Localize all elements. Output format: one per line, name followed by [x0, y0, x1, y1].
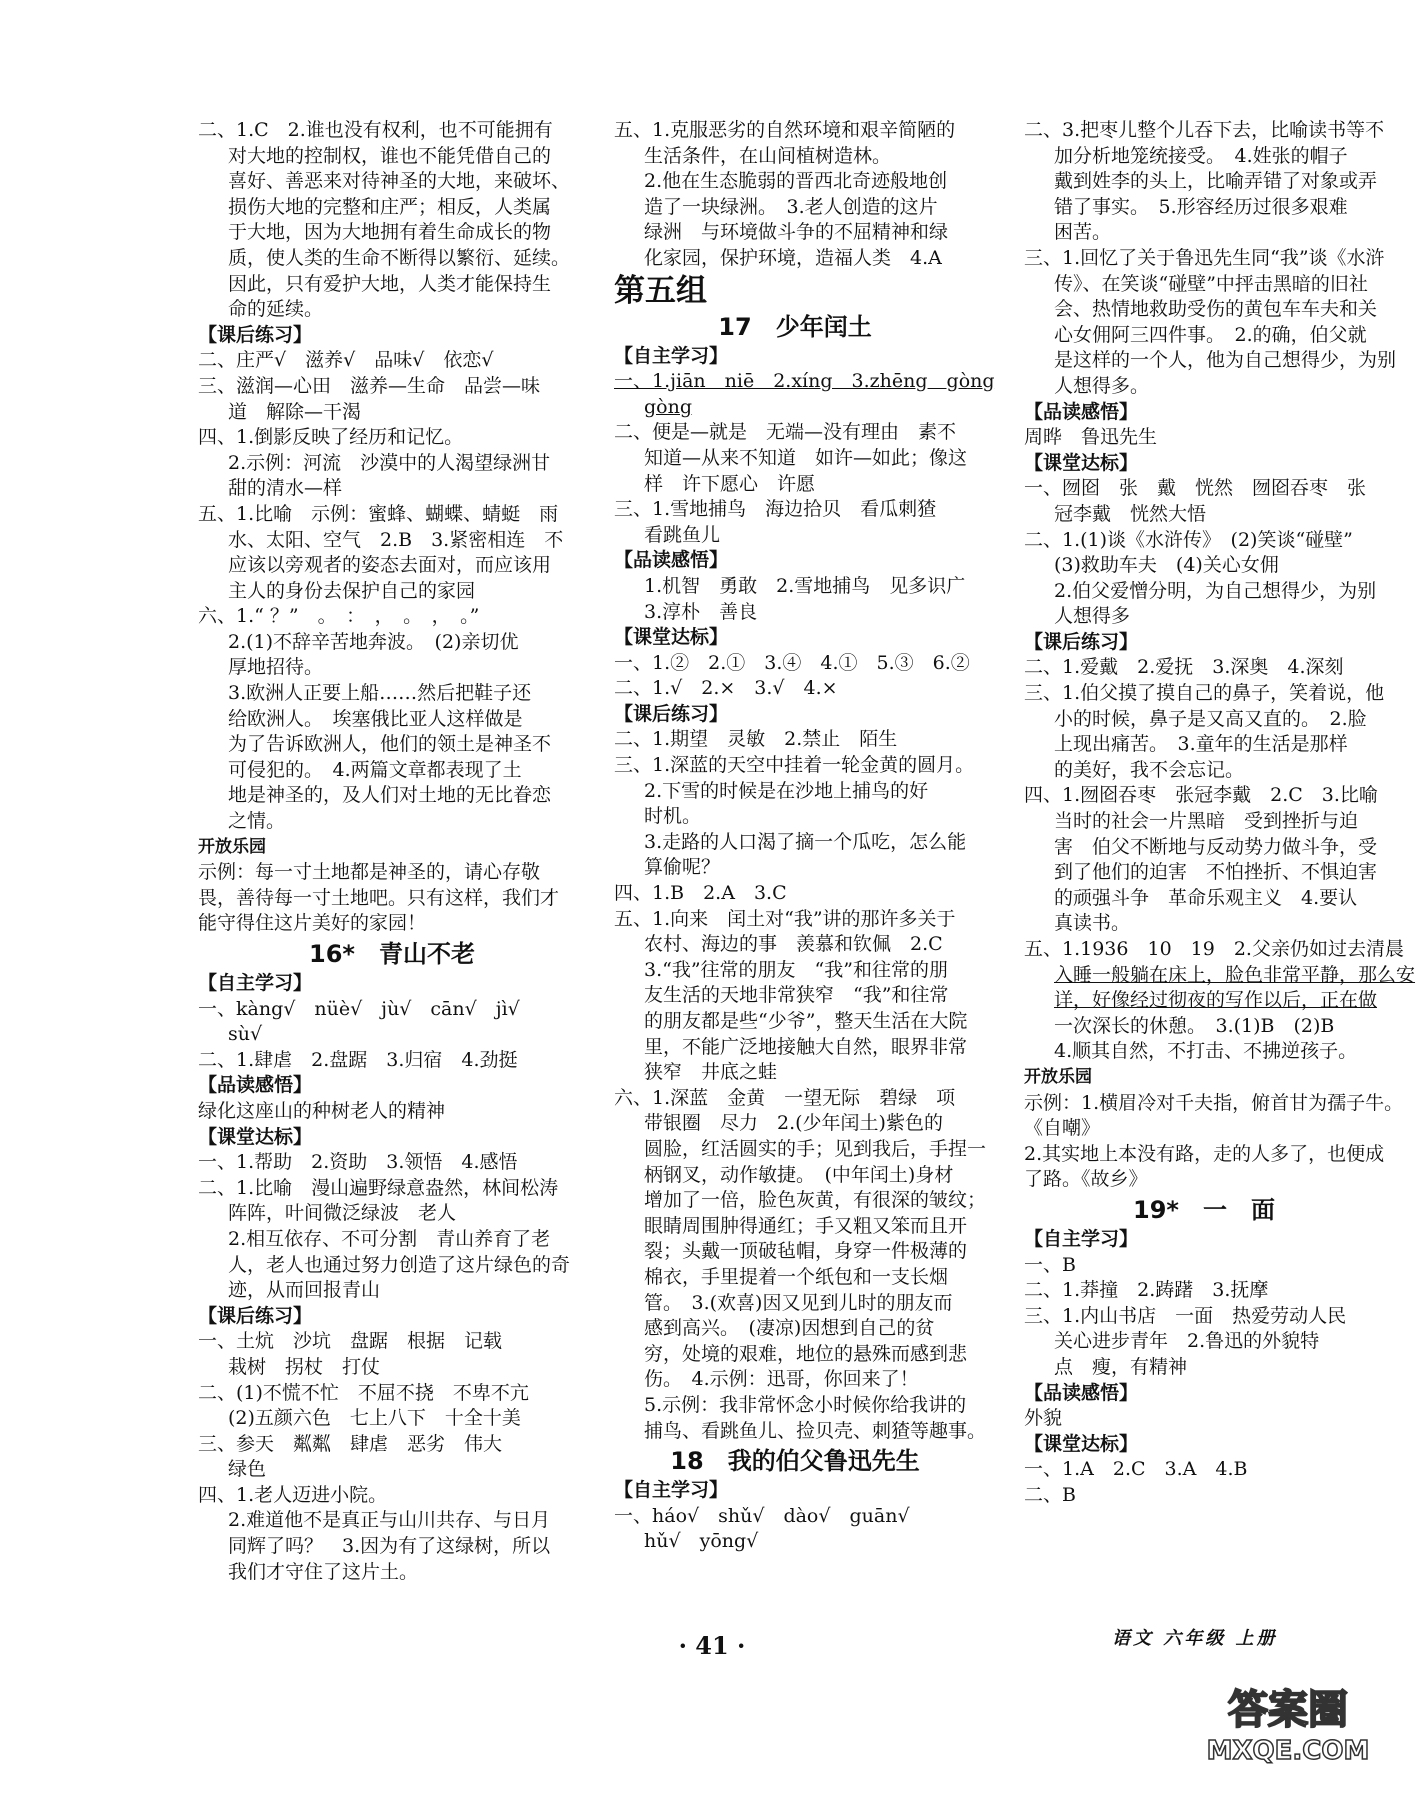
answer-line: 地是神圣的，及人们对土地的无比眷恋 — [228, 784, 552, 807]
answer-line: 一、B — [1024, 1253, 1076, 1276]
answer-line: 三、1.回忆了关于鲁迅先生同“我”谈《水浒 — [1024, 246, 1385, 269]
answer-line: sù√ — [228, 1023, 263, 1046]
answer-line: 《自嘲》 — [1024, 1117, 1101, 1140]
answer-line: (3)救助车夫 (4)关心女佣 — [1054, 554, 1279, 577]
answer-line: 二、1.肆虐 2.盘踞 3.归宿 4.劲挺 — [198, 1048, 518, 1071]
lesson-title: 18 我的伯父鲁迅先生 — [670, 1447, 920, 1476]
answer-line: 一、kàng√ nüè√ jù√ cān√ jì√ — [198, 997, 520, 1020]
answer-line: 传》、在笑谈“碰壁”中抨击黑暗的旧社 — [1054, 272, 1368, 295]
answer-line: 3.淳朴 善良 — [644, 600, 758, 623]
answer-line: 应该以旁观者的姿态去面对，而应该用 — [228, 554, 552, 577]
answer-line: 3.“我”往常的朋友 “我”和往常的朋 — [644, 958, 948, 981]
answer-line: 二、1.C 2.谁也没有权利，也不可能拥有 — [198, 119, 553, 141]
answer-line: 2.他在生态脆弱的晋西北奇迹般地创 — [644, 170, 948, 193]
answer-line: 道 解除—干渴 — [228, 400, 362, 423]
answer-line: 二、1.期望 灵敏 2.禁止 陌生 — [614, 728, 898, 751]
answer-line: 因此，只有爱护大地，人类才能保持生 — [228, 272, 552, 295]
answer-line: 三、参天 粼粼 肆虐 恶劣 伟大 — [198, 1432, 503, 1455]
answer-line: 甜的清水—样 — [228, 477, 343, 500]
answer-line: 伤。 4.示例：迅哥，你回来了！ — [644, 1368, 919, 1391]
book-label: 语文 六年级 上册 — [1112, 1628, 1278, 1649]
answer-line: 2.其实地上本没有路，走的人多了，也便成 — [1024, 1142, 1385, 1165]
section-heading: 【课后练习】 — [1024, 630, 1139, 653]
answer-line: 了路。《故乡》 — [1024, 1168, 1148, 1191]
section-label: 开放乐园 — [1024, 1066, 1092, 1087]
answer-line: 知道—从来不知道 如许—如此；像这 — [644, 446, 968, 469]
section-heading: 【品读感悟】 — [614, 549, 729, 572]
answer-line: 当时的社会一片黑暗 受到挫折与迫 — [1054, 810, 1359, 833]
answer-line: 一、1.A 2.C 3.A 4.B — [1024, 1458, 1248, 1481]
answer-line: 主人的身份去保护自己的家园 — [228, 579, 476, 602]
answer-line: 戴到姓李的头上，比喻弄错了对象或弄 — [1054, 170, 1378, 193]
answer-line: 柄钢叉，动作敏捷。 (中年闰土)身材 — [644, 1163, 954, 1186]
answer-line: 时机。 — [644, 805, 702, 828]
watermark-url: MXQE.COM — [1206, 1736, 1370, 1766]
answer-line: 生活条件，在山间植树造林。 — [644, 144, 892, 167]
answer-line: 农村、海边的事 羡慕和钦佩 2.C — [644, 933, 943, 956]
answer-line: 感到高兴。 (凄凉)因想到自己的贫 — [644, 1317, 935, 1340]
section-heading: 【课堂达标】 — [614, 626, 729, 649]
watermark-logo — [1188, 1686, 1388, 1776]
answer-line: 五、1.比喻 示例：蜜蜂、蝴蝶、蜻蜓 雨 — [198, 502, 559, 525]
answer-line: 2.下雪的时候是在沙地上捕鸟的好 — [644, 779, 929, 802]
answer-line: 裂；头戴一顶破毡帽，身穿一件极薄的 — [644, 1240, 968, 1263]
answer-line: 水、太阳、空气 2.B 3.紧密相连 不 — [228, 528, 564, 551]
column-right — [1024, 118, 1416, 1508]
answer-line: 错了事实。 5.形容经历过很多艰难 — [1054, 195, 1348, 218]
lesson-title: 17 少年闰土 — [718, 312, 872, 341]
answer-line: gòng — [644, 395, 693, 418]
section-heading: 【自主学习】 — [198, 972, 313, 994]
section-heading: 【自主学习】 — [1024, 1227, 1139, 1250]
answer-line: 二、1.爱戴 2.爱抚 3.深奥 4.深刻 — [1024, 656, 1344, 679]
answer-line: 四、1.老人迈进小院。 — [198, 1483, 388, 1506]
answer-line: 2.(1)不辞辛苦地奔波。 (2)亲切优 — [228, 630, 519, 653]
section-heading: 【自主学习】 — [614, 1479, 729, 1502]
answer-line: 三、1.伯父摸了摸自己的鼻子，笑着说，他 — [1024, 682, 1385, 705]
answer-line: 带银圈 尽力 2.(少年闰土)紫色的 — [644, 1112, 943, 1135]
section-heading: 【品读感悟】 — [1024, 1381, 1139, 1404]
answer-line: 造了一块绿洲。 3.老人创造的这片 — [644, 195, 938, 218]
answer-line: 详，好像经过彻夜的写作以后，正在做 — [1054, 989, 1378, 1012]
section-heading: 【课堂达标】 — [198, 1125, 313, 1148]
answer-line: 穷，处境的艰难，地位的悬殊而感到悲 — [644, 1342, 968, 1365]
answer-line: 于大地，因为大地拥有着生命成长的物 — [228, 221, 552, 244]
answer-line: 人想得多 — [1054, 605, 1131, 628]
answer-line: 五、1.克服恶劣的自然环境和艰辛简陋的 — [614, 119, 956, 141]
answer-line: 算偷呢？ — [644, 856, 721, 879]
group-heading: 第五组 — [614, 272, 707, 309]
answer-line: 真读书。 — [1054, 912, 1131, 935]
watermark-title: 答案圈 — [1228, 1687, 1348, 1733]
answer-line: 到了他们的迫害 不怕挫折、不惧迫害 — [1054, 861, 1378, 884]
answer-line: 可侵犯的。 4.两篇文章都表现了土 — [228, 758, 522, 781]
answer-line: 化家园，保护环境，造福人类 4.A — [644, 246, 942, 269]
answer-line: 三、滋润—心田 滋养—生命 品尝—味 — [198, 374, 541, 397]
answer-line: 阵阵，叶间微泛绿波 老人 — [228, 1202, 457, 1225]
answer-line: 一、土炕 沙坑 盘踞 根据 记载 — [198, 1330, 503, 1353]
answer-line: 5.示例：我非常怀念小时候你给我讲的 — [644, 1393, 967, 1416]
section-heading: 【课堂达标】 — [1024, 451, 1139, 474]
answer-line: 三、1.深蓝的天空中挂着一轮金黄的圆月。 — [614, 754, 975, 777]
answer-line: 四、1.倒影反映了经历和记忆。 — [198, 426, 464, 449]
answer-line: 友生活的天地非常狭窄 “我”和往常 — [644, 984, 949, 1007]
column-middle — [614, 118, 995, 1555]
answer-line: 狭窄 井底之蛙 — [644, 1061, 778, 1084]
section-heading: 【课堂达标】 — [1024, 1432, 1139, 1455]
answer-line: 对大地的控制权，谁也不能凭借自己的 — [228, 144, 552, 167]
section-heading: 【课后练习】 — [198, 1304, 313, 1327]
answer-line: 二、1.莽撞 2.踌躇 3.抚摩 — [1024, 1279, 1269, 1302]
answer-line: 小的时候，鼻子是又高又直的。 2.脸 — [1054, 707, 1367, 730]
answer-line: 二、3.把枣儿整个儿吞下去，比喻读书等不 — [1024, 119, 1385, 141]
answer-line: 害 伯父不断地与反动势力做斗争，受 — [1054, 835, 1378, 858]
answer-line: 2.示例：河流 沙漠中的人渴望绿洲甘 — [228, 451, 551, 474]
answer-line: 圆脸，红活圆实的手；见到我后，手捏一 — [644, 1137, 987, 1160]
section-label: 开放乐园 — [198, 836, 266, 857]
answer-line: 捕鸟、看跳鱼儿、捡贝壳、刺猹等趣事。 — [644, 1419, 987, 1442]
answer-line: 质，使人类的生命不断得以繁衍、延续。 — [228, 246, 571, 269]
section-heading: 【课后练习】 — [614, 702, 729, 725]
answer-line: 的朋友都是些“少爷”，整天生活在大院 — [644, 1010, 968, 1032]
answer-line: 六、1.“ ？” 。 ： ， 。 ， 。” — [198, 605, 480, 628]
answer-line: 眼睛周围肿得通红；手又粗又笨而且开 — [644, 1214, 968, 1237]
lesson-title: 16* 青山不老 — [309, 940, 475, 968]
answer-line: 增加了一倍，脸色灰黄，有很深的皱纹； — [644, 1189, 987, 1212]
answer-line: 外貌 — [1024, 1407, 1063, 1430]
section-heading: 【品读感悟】 — [198, 1074, 313, 1097]
answer-line: 五、1.向来 闰土对“我”讲的那许多关于 — [614, 907, 956, 930]
answer-line: 四、1.囫囵吞枣 张冠李戴 2.C 3.比喻 — [1024, 784, 1378, 807]
answer-line: 四、1.B 2.A 3.C — [614, 882, 787, 905]
answer-line: 损伤大地的完整和庄严；相反，人类属 — [228, 195, 552, 218]
answer-line: 一、1.jiān niē 2.xíng 3.zhēng gòng — [614, 370, 995, 393]
answer-line: 二、便是—就是 无端—没有理由 素不 — [614, 421, 957, 444]
answer-line: 4.顺其自然，不打击、不拂逆孩子。 — [1054, 1040, 1358, 1063]
section-heading: 【自主学习】 — [614, 344, 729, 367]
answer-line: hǔ√ yōng√ — [644, 1530, 759, 1553]
answer-line: 为了告诉欧洲人，他们的领土是神圣不 — [228, 733, 552, 756]
answer-line: 能守得住这片美好的家园！ — [198, 912, 427, 935]
answer-line: 2.伯父爱憎分明，为自己想得少，为别 — [1054, 579, 1377, 602]
answer-line: 二、1.√ 2.× 3.√ 4.× — [614, 677, 838, 700]
answer-line: 五、1.1936 10 19 2.父亲仍如过去清晨 — [1024, 938, 1404, 960]
answer-line: 里，不能广泛地接触大自然，眼界非常 — [644, 1035, 968, 1058]
answer-line: 周晔 鲁迅先生 — [1024, 426, 1158, 449]
answer-line: 迹，从而回报青山 — [228, 1279, 381, 1302]
lesson-title: 19* 一 面 — [1133, 1195, 1275, 1224]
answer-line: 关心进步青年 2.鲁迅的外貌特 — [1054, 1330, 1320, 1353]
answer-line: 3.走路的人口渴了摘一个瓜吃，怎么能 — [644, 830, 967, 853]
answer-line: 样 许下愿心 许愿 — [644, 472, 816, 495]
answer-line: 加分析地笼统接受。 4.姓张的帽子 — [1054, 144, 1348, 167]
answer-line: 一、1.② 2.① 3.④ 4.① 5.③ 6.② — [614, 651, 970, 674]
column-left — [198, 118, 586, 1585]
answer-line: 厚地招待。 — [228, 656, 324, 679]
answer-line: 命的延续。 — [228, 298, 324, 321]
answer-line: 二、1.比喻 漫山遍野绿意盎然，林间松涛 — [198, 1176, 559, 1199]
answer-line: 之情。 — [228, 810, 286, 833]
answer-line: 示例：1.横眉冷对千夫指，俯首甘为孺子牛。 — [1024, 1091, 1404, 1114]
answer-line: 人，老人也通过努力创造了这片绿色的奇 — [228, 1253, 571, 1276]
answer-line: 的美好，我不会忘记。 — [1054, 758, 1245, 781]
answer-line: 上现出痛苦。 3.童年的生活是那样 — [1054, 733, 1348, 756]
answer-line: 二、1.(1)谈《水浒传》 (2)笑谈“碰壁” — [1024, 528, 1353, 551]
answer-line: 冠李戴 恍然大悟 — [1054, 502, 1207, 525]
answer-line: 一次深长的休憩。 3.(1)B (2)B — [1054, 1014, 1335, 1037]
section-heading: 【课后练习】 — [198, 323, 313, 346]
answer-line: 三、1.内山书店 一面 热爱劳动人民 — [1024, 1304, 1347, 1327]
section-heading: 【品读感悟】 — [1024, 400, 1139, 423]
answer-line: 困苦。 — [1054, 221, 1112, 244]
answer-line: 1.机智 勇敢 2.雪地捕鸟 见多识广 — [644, 574, 966, 597]
answer-line: 是这样的一个人，他为自己想得少，为别 — [1054, 349, 1397, 372]
answer-line: 人想得多。 — [1054, 374, 1150, 397]
answer-line: 二、(1)不慌不忙 不屈不挠 不卑不亢 — [198, 1381, 529, 1404]
answer-line: 心女佣阿三四件事。 2.的确，伯父就 — [1054, 323, 1367, 346]
answer-line: 看跳鱼儿 — [644, 523, 721, 546]
answer-line: 绿洲 与环境做斗争的不屈精神和绿 — [644, 221, 949, 244]
answer-line: 点 瘦，有精神 — [1054, 1355, 1188, 1378]
answer-line: 二、庄严√ 滋养√ 品味√ 依恋√ — [198, 349, 494, 372]
answer-line: 栽树 拐杖 打仗 — [228, 1355, 381, 1378]
answer-line: 我们才守住了这片土。 — [228, 1560, 419, 1583]
answer-line: 2.难道他不是真正与山川共存、与日月 — [228, 1509, 551, 1532]
answer-line: 绿化这座山的种树老人的精神 — [198, 1099, 446, 1122]
answer-line: 喜好、善恶来对待神圣的大地，来破坏、 — [228, 170, 571, 193]
answer-line: 棉衣，手里提着一个纸包和一支长烟 — [644, 1265, 949, 1288]
answer-line: 的顽强斗争 革命乐观主义 4.要认 — [1054, 886, 1358, 909]
answer-line: 3.欧洲人正要上船……然后把鞋子还 — [228, 682, 532, 705]
answer-line: 示例：每一寸土地都是神圣的，请心存敬 — [198, 861, 541, 884]
answer-line: 入睡一般躺在床上，脸色非常平静，那么安 — [1054, 963, 1416, 986]
answer-line: 给欧洲人。 埃塞俄比亚人这样做是 — [228, 707, 523, 730]
answer-line: 管。 3.(欢喜)因又见到儿时的朋友而 — [644, 1291, 953, 1314]
answer-line: 六、1.深蓝 金黄 一望无际 碧绿 项 — [614, 1086, 956, 1109]
answer-line: 二、B — [1024, 1483, 1076, 1506]
answer-line: 同辉了吗？ 3.因为有了这绿树，所以 — [228, 1535, 551, 1558]
answer-line: 一、háo√ shǔ√ dào√ guān√ — [614, 1504, 910, 1527]
answer-line: (2)五颜六色 七上八下 十全十美 — [228, 1407, 521, 1430]
answer-line: 三、1.雪地捕鸟 海边拾贝 看瓜刺猹 — [614, 498, 937, 521]
answer-line: 会、热情地救助受伤的黄包车车夫和关 — [1054, 298, 1378, 321]
answer-line: 2.相互依存、不可分割 青山养育了老 — [228, 1227, 551, 1250]
answer-line: 一、囫囵 张 戴 恍然 囫囵吞枣 张 — [1024, 477, 1367, 500]
answer-line: 一、1.帮助 2.资助 3.领悟 4.感悟 — [198, 1151, 518, 1174]
page-number: · 41 · — [678, 1631, 746, 1660]
answer-line: 畏，善待每一寸土地吧。只有这样，我们才 — [198, 886, 560, 909]
answer-line: 绿色 — [228, 1458, 267, 1481]
